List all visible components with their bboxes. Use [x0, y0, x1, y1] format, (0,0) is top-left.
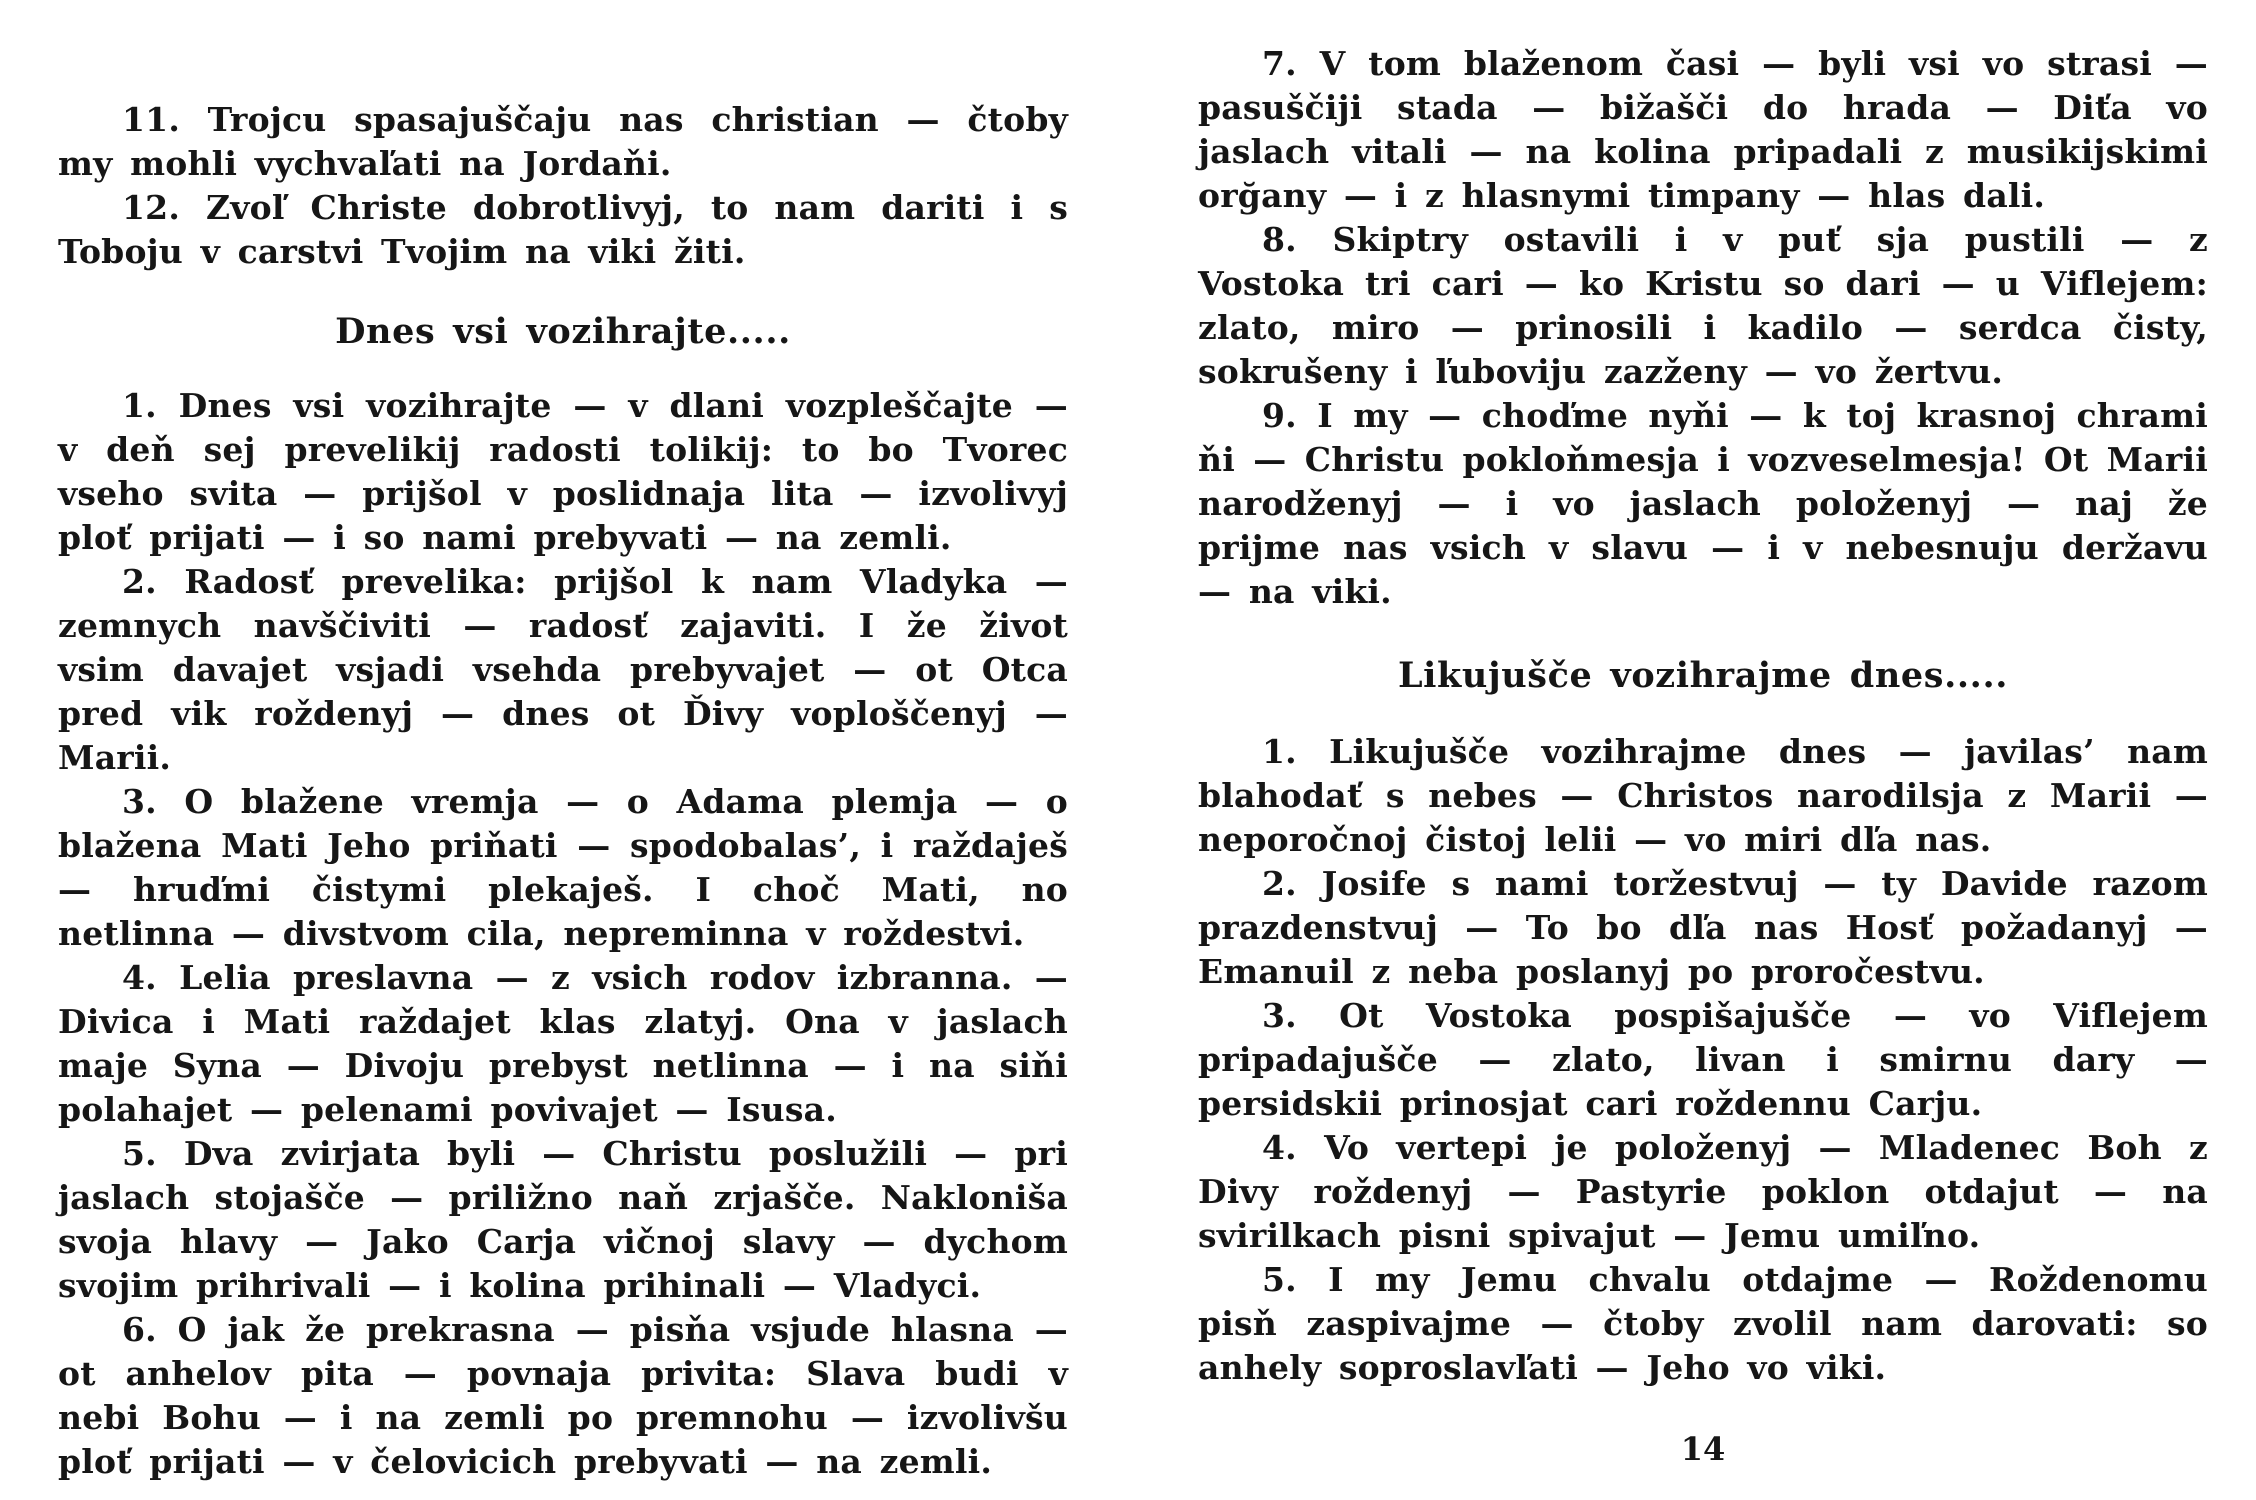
left-column: [58, 42, 1068, 1500]
hymn-heading: Dnes vsi vozihrajte.....: [335, 311, 791, 352]
verse-paragraph: 4. Lelia preslavna — z vsich rodov izbranna. — Divica i Mati raždajet klas zlatyj. Ona v jaslach maje Syna — Divoju prebyst netlinna — i na siňi polahajet — pelenami povivajet — Isusa.: [58, 958, 1068, 1129]
verse-paragraph: 1. Dnes vsi vozihrajte — v dlani vozpleščajte — v deň sej prevelikij radosti tolikij: to bo Tvorec vseho svita — prijšol v poslidnaja lita — izvolivyj ploť prijati — i so nami prebyvati — na zemli.: [58, 386, 1068, 557]
verse-paragraph: 9. I my — choďme nyňi — k toj krasnoj chrami ňi — Christu pokloňmesja i vozveselmesja! Ot Marii narodženyj — i vo jaslach položenyj — naj že prijme nas vsich v slavu — i v nebesnuju deržavu — na viki.: [1198, 396, 2208, 611]
verse-paragraph: 6. O jak že prekrasna — pisňa vsjude hlasna — ot anhelov pita — povnaja privita: Slava budi v nebi Bohu — i na zemli po premnohu — izvolivšu ploť prijati — v čelovicich prebyvati — na zemli.: [58, 1310, 1068, 1481]
verse-paragraph: 1. Likujušče vozihrajme dnes — javilas’ nam blahodať s nebes — Christos narodilsja z Marii — neporočnoj čistoj lelii — vo miri dľa nas.: [1198, 732, 2208, 859]
verse-paragraph: 3. O blažene vremja — o Adama plemja — o blažena Mati Jeho priňati — spodobalas’, i raždaješ — hruďmi čistymi plekaješ. I choč Mati, no netlinna — divstvom cila, nepreminna v roždestvi.: [58, 782, 1068, 953]
verse-paragraph: 5. I my Jemu chvalu otdajme — Roždenomu pisň zaspivajme — čtoby zvolil nam darovati: so anhely soproslavľati — Jeho vo viki.: [1198, 1260, 2208, 1387]
verse-paragraph: 4. Vo vertepi je položenyj — Mladenec Boh z Divy roždenyj — Pastyrie poklon otdajut — na svirilkach pisni spivajut — Jemu umiľno.: [1198, 1128, 2208, 1255]
verse-paragraph: 2. Josife s nami toržestvuj — ty Davide razom prazdenstvuj — To bo dľa nas Hosť požadanyj — Emanuil z neba poslanyj po proročestvu.: [1198, 864, 2208, 991]
verse-paragraph: 7. V tom blaženom časi — byli vsi vo strasi — pasuščiji stada — bižašči do hrada — Diťa vo jaslach vitali — na kolina pripadali z musikijskimi orğany — i z hlasnymi timpany — hlas dali.: [1198, 44, 2208, 215]
verse-paragraph: 11. Trojcu spasajuščaju nas christian — čtoby my mohli vychvaľati na Jordaňi.: [58, 100, 1068, 183]
verse-paragraph: 12. Zvoľ Christe dobrotlivyj, to nam dariti i s Toboju v carstvi Tvojim na viki žiti.: [58, 188, 1068, 271]
verse-paragraph: 5. Dva zvirjata byli — Christu poslužili — pri jaslach stojašče — priližno naň zrjašče. Nakloniša svoja hlavy — Jako Carja vičnoj slavy — dychom svojim prihrivali — i kolina prihinali — Vladyci.: [58, 1134, 1068, 1305]
verse-paragraph: 3. Ot Vostoka pospišajušče — vo Viflejem pripadajušče — zlato, livan i smirnu dary — persidskii prinosjat cari roždennu Carju.: [1198, 996, 2208, 1123]
right-column: [1198, 42, 2208, 1500]
hymn-heading: Likujušče vozihrajme dnes.....: [1397, 655, 2009, 696]
verse-paragraph: 8. Skiptry ostavili i v puť sja pustili — z Vostoka tri cari — ko Kristu so dari — u Viflejem: zlato, miro — prinosili i kadilo — serdca čisty, sokrušeny i ľuboviju zazženy — vo žertvu.: [1198, 220, 2208, 391]
page-number: 14: [1680, 1430, 1726, 1468]
verse-paragraph: 2. Radosť prevelika: prijšol k nam Vladyka — zemnych navščiviti — radosť zajaviti. I že život vsim davajet vsjadi vsehda prebyvajet — ot Otca pred vik roždenyj — dnes ot Ďivy voploščenyj — Marii.: [58, 562, 1068, 777]
